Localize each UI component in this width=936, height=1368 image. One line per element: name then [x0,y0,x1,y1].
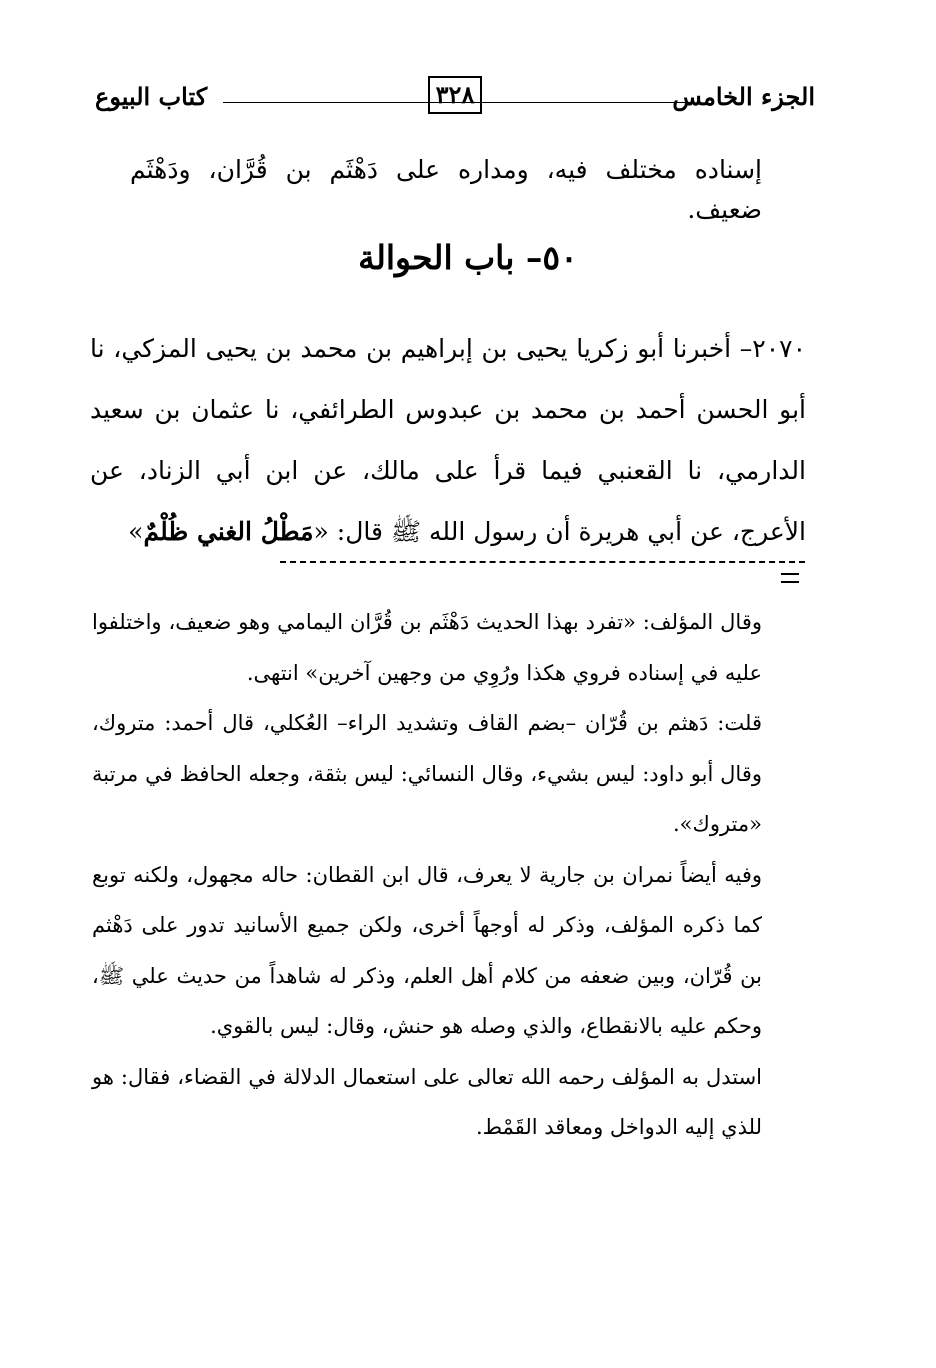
intro-line: إسناده مختلف فيه، ومداره على دَهْثَم بن قُرَّان، ودَهْثَم ضعيف. [130,155,762,224]
note-paragraph: قلت: دَهثم بن قُرّان –بضم القاف وتشديد الراء– العُكلي، قال أحمد: متروك، وقال أبو داود: ليس بشيء، وقال النسائي: ليس بثقة، وجعله الحافظ في مرتبة «متروك». [92,711,762,836]
header-rule-left [223,102,523,103]
running-header [95,76,815,124]
hadith-paragraph [90,318,806,562]
hadith-quote-end: » [128,517,144,546]
note-paragraph: استدل به المؤلف رحمه الله تعالى على استعمال الدلالة في القضاء، فقال: هو للذي إليه الدواخل ومعاقد القَمْط. [92,1064,762,1139]
page-number: ٣٢٨ [428,76,482,114]
continuation-mark [781,573,799,583]
chapter-title: ٥٠– باب الحوالة [358,238,578,277]
book-title: كتاب البيوع [95,82,208,111]
volume-label: الجزء الخامس [672,82,815,111]
header-rule-right [510,102,695,103]
footnote-separator [280,561,805,563]
hadith-quote: مَطْلُ الغني ظُلْمٌ [143,517,314,546]
hadith-text: ٢٠٧٠– أخبرنا أبو زكريا يحيى بن إبراهيم بن محمد بن يحيى المزكي، نا أبو الحسن أحمد بن محمد بن عبدوس الطرائفي، نا عثمان بن سعيد الدارمي، نا القعنبي فيما قرأ على مالك، عن ابن أبي الزناد، عن الأعرج، عن أبي هريرة أن رسول الله ﷺ قال: « [90,334,806,546]
footnotes [92,597,762,1153]
note-paragraph: وفيه أيضاً نمران بن جارية لا يعرف، قال ابن القطان: حاله مجهول، ولكنه توبع كما ذكره المؤلف، وذكر له أوجهاً أخرى، ولكن جميع الأسانيد تدور على دَهْثم بن قُرّان، وبين ضعفه من كلام أهل العلم، وذكر له شاهداً من حديث علي ﷺ، وحكم عليه بالانقطاع، والذي وصله هو حنش، وقال: ليس بالقوي. [92,862,762,1038]
note-paragraph: وقال المؤلف: «تفرد بهذا الحديث دَهْثَم بن قُرَّان اليمامي وهو ضعيف، واختلفوا عليه في إسناده فروي هكذا ورُوِي من وجهين آخرين» انتهى. [92,610,762,685]
